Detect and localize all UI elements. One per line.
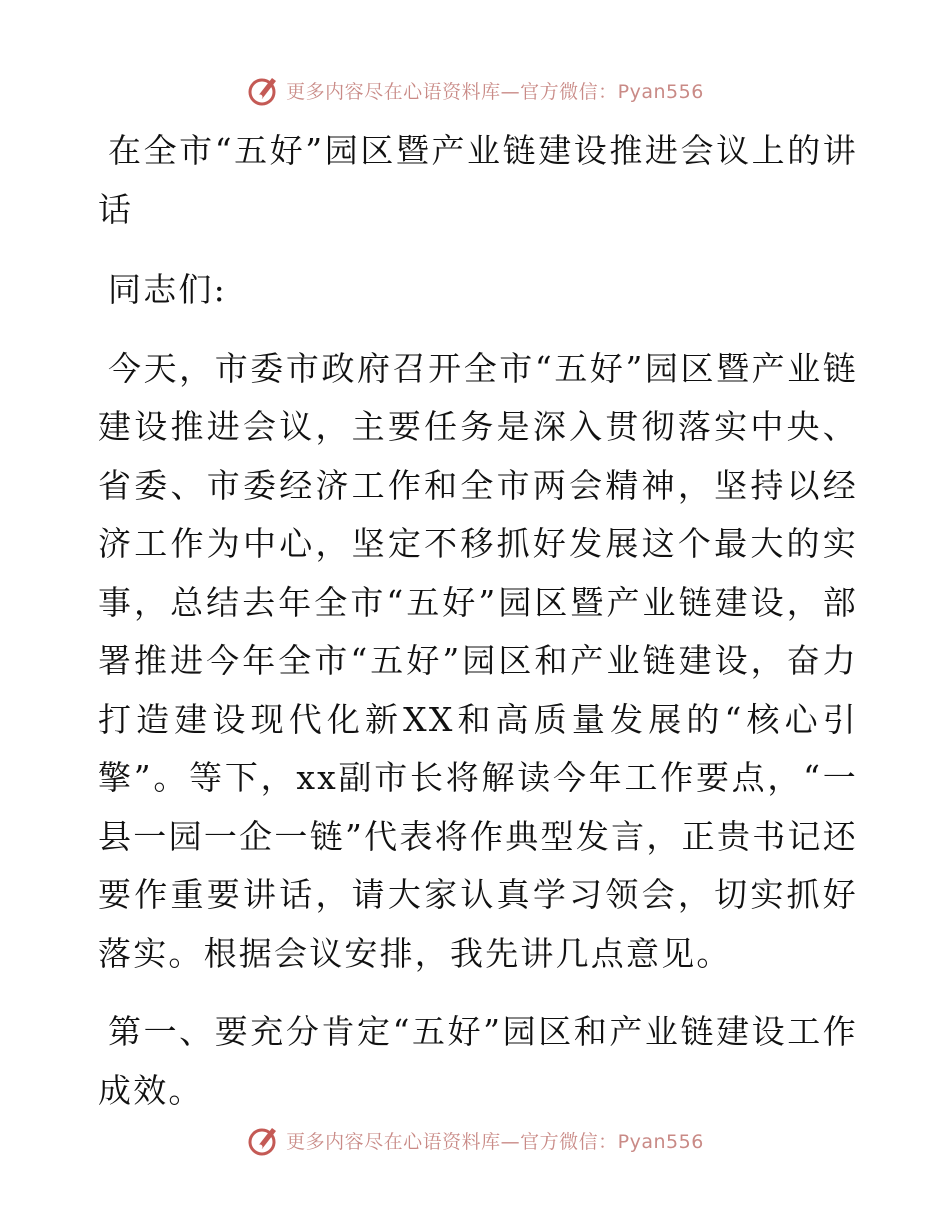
pen-nib-circle-icon <box>246 1122 282 1158</box>
salutation: 同志们: <box>108 270 227 309</box>
watermark-header <box>0 70 950 110</box>
document-title: 在全市“五好”园区暨产业链建设推进会议上的讲话 <box>98 131 858 229</box>
document-body <box>98 122 858 1120</box>
section-heading: 第一、要充分肯定“五好”园区和产业链建设工作成效。 <box>98 1012 858 1110</box>
watermark-footer <box>0 1120 950 1160</box>
watermark-text: 更多内容尽在心语资料库—官方微信：Pyan556 <box>286 80 704 103</box>
pen-nib-circle-icon <box>246 72 282 108</box>
body-paragraph: 今天，市委市政府召开全市“五好”园区暨产业链建设推进会议，主要任务是深入贯彻落实中央、省委、市委经济工作和全市两会精神，坚持以经济工作为中心，坚定不移抓好发展这个最大的实事，总结去年全市“五好”园区暨产业链建设，部署推进今年全市“五好”园区和产业链建设，奋力打造建设现代化新XX和高质量发展的“核心引擎”。等下，xx副市长将解读今年工作要点，“一县一园一企一链”代表将作典型发言，正贵书记还要作重要讲话，请大家认真学习领会，切实抓好落实。根据会议安排，我先讲几点意见。 <box>98 348 858 973</box>
watermark-text: 更多内容尽在心语资料库—官方微信：Pyan556 <box>286 1130 704 1153</box>
